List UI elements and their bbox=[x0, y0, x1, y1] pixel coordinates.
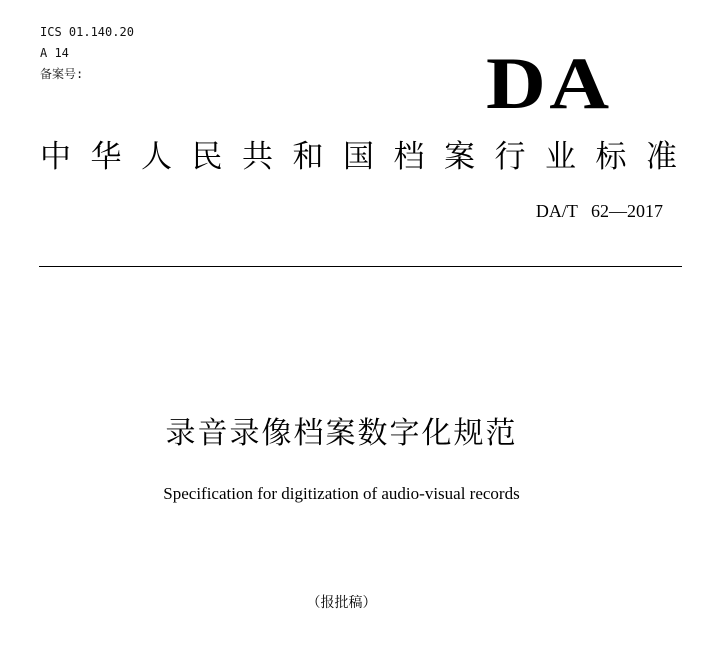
classification-code: A 14 bbox=[40, 46, 69, 60]
standard-number: DA/T 62—2017 bbox=[535, 201, 663, 221]
header-divider bbox=[39, 266, 682, 267]
record-number-label: 备案号: bbox=[40, 67, 84, 81]
document-title-english: Specification for digitization of audio-visual records bbox=[163, 484, 520, 503]
ics-code: ICS 01.140.20 bbox=[40, 25, 134, 39]
document-title-chinese: 录音录像档案数字化规范 bbox=[165, 416, 518, 451]
da-logo: DA bbox=[486, 43, 613, 125]
draft-status: （报批稿） bbox=[306, 595, 377, 611]
organization-title: 中华人民共和国档案行业标准 bbox=[40, 139, 697, 175]
